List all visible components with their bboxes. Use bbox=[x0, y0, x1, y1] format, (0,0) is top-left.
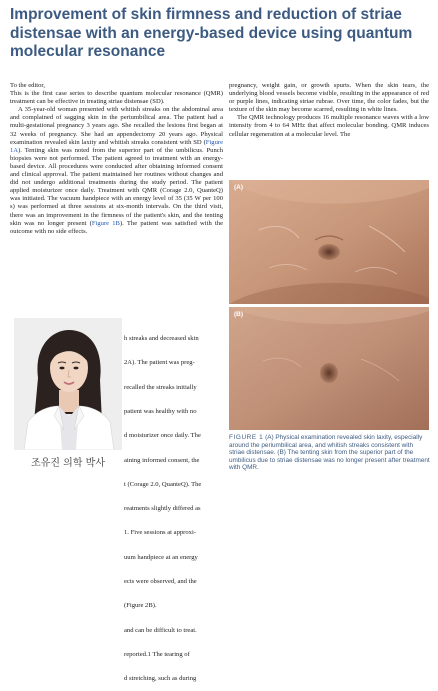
wrapped-line: 2A). The patient was preg- bbox=[124, 359, 195, 367]
wrapped-line: reported.1 The tearing of bbox=[124, 650, 190, 658]
figure-caption bbox=[229, 434, 430, 472]
case-one-text-a: A 35-year-old woman presented with whitish streaks on the abdominal area and complained of sagging skin in the periumbilical area. The patient had a multi-gestational pregnancy 3 years ago. She recalled the lesions first began at 32 weeks of pregnancy. She had an appendectomy 20 years ago. Physical examination revealed skin laxity and whitish streaks consistent with SD ( bbox=[10, 106, 223, 146]
abdomen-before-image bbox=[229, 180, 429, 304]
right-text-column bbox=[229, 82, 429, 139]
wrapped-line: uum handpiece at an energy bbox=[124, 553, 198, 561]
salutation: To the editor, bbox=[10, 82, 45, 89]
portrait-illustration bbox=[14, 318, 122, 450]
figure-1b-photo bbox=[229, 307, 429, 430]
wrapped-line: reatments slightly differed as bbox=[124, 505, 201, 513]
figure-1a-link[interactable]: Figure 1A bbox=[10, 138, 223, 154]
case-one-text-b: ). Tenting skin was noted from the superior part of the umbilicus. Punch biopsies were not performed. The patient agreed to treatment with an energy-based device. All procedures were conducted after obtaining informed consent and clinical approval. The patient maintained her routines without changes and did not undergo additional treatments during the study period. The patient applied moisturizer once daily. Treatment with QMR (Corage 2.0, QuanteQ) was initiated. The vacuum handpiece with an energy level of 35 (35 W per 100 s) was performed at three sessions at six-month intervals. On the third visit, there was an improvement in the firmness of the patient's skin, and the tenting skin was no longer present ( bbox=[10, 146, 223, 227]
wrapped-line: d moisturizer once daily. The bbox=[124, 432, 201, 440]
wrapped-line: aining informed consent, the bbox=[124, 456, 200, 464]
wrapped-line: h streaks and decreased skin bbox=[124, 335, 199, 343]
wrapped-line: t (Corage 2.0, QuanteQ). The bbox=[124, 480, 202, 488]
figure-caption-text: (A) Physical examination revealed skin laxity, especially around the periumbilical area, and whitish streaks consistent with striae distensae. (B) The tenting skin from the superior part of the umbilicus due to striae distensae was no longer present after treatment with QMR. bbox=[229, 434, 430, 472]
left-text-column bbox=[10, 82, 223, 236]
wrapped-line: (Figure 2B). bbox=[124, 602, 157, 610]
wrapped-text-block bbox=[124, 319, 222, 691]
wrapped-line: 1. Five sessions at approxi- bbox=[124, 529, 196, 537]
abdomen-after-image bbox=[229, 307, 429, 430]
article-title: Improvement of skin firmness and reduction of striae distensae with an energy-based device using quantum molecular resonance bbox=[10, 6, 413, 60]
wrapped-line: recalled the streaks initially bbox=[124, 383, 197, 391]
figure-1a-photo bbox=[229, 180, 429, 304]
figure-1b-link[interactable]: Figure 1B bbox=[91, 219, 120, 227]
portrait-caption: 조유진 의학 박사 bbox=[31, 458, 105, 469]
intro-paragraph: This is the first case series to describe quantum molecular resonance (QMR) treatment can be effective in treating striae distensae (SD). bbox=[10, 90, 223, 106]
right-paragraph-b: The QMR technology produces 16 multiple resonance waves with a low intensity from 4 to 64 MHz that affect molecular bonding. QMR induces cellular regeneration at a molecular level. The bbox=[229, 114, 429, 138]
case-one-paragraph bbox=[10, 106, 223, 236]
panel-label-a: (A) bbox=[234, 184, 244, 191]
case-one-text-c: ). The patient was satisfied with the outcome with no side effects. bbox=[10, 219, 224, 235]
wrapped-line: ects were observed, and the bbox=[124, 578, 197, 585]
author-portrait bbox=[14, 318, 122, 450]
wrapped-line: and can be difficult to treat. bbox=[124, 626, 197, 634]
panel-label-b: (B) bbox=[234, 311, 244, 318]
figure-caption-label: FIGURE 1 bbox=[229, 434, 264, 441]
right-paragraph-a: pregnancy, weight gain, or growth spurts. When the skin tears, the underlying blood vessels become visible, resulting in the appearance of red or purple lines, indicating striae rubrae. Over time, the color fades, but the texture of the skin may become scarred, resulting in white lines. bbox=[229, 82, 429, 114]
wrapped-line: d stretching, such as during bbox=[124, 675, 197, 683]
wrapped-line: patient was healthy with no bbox=[124, 408, 197, 416]
